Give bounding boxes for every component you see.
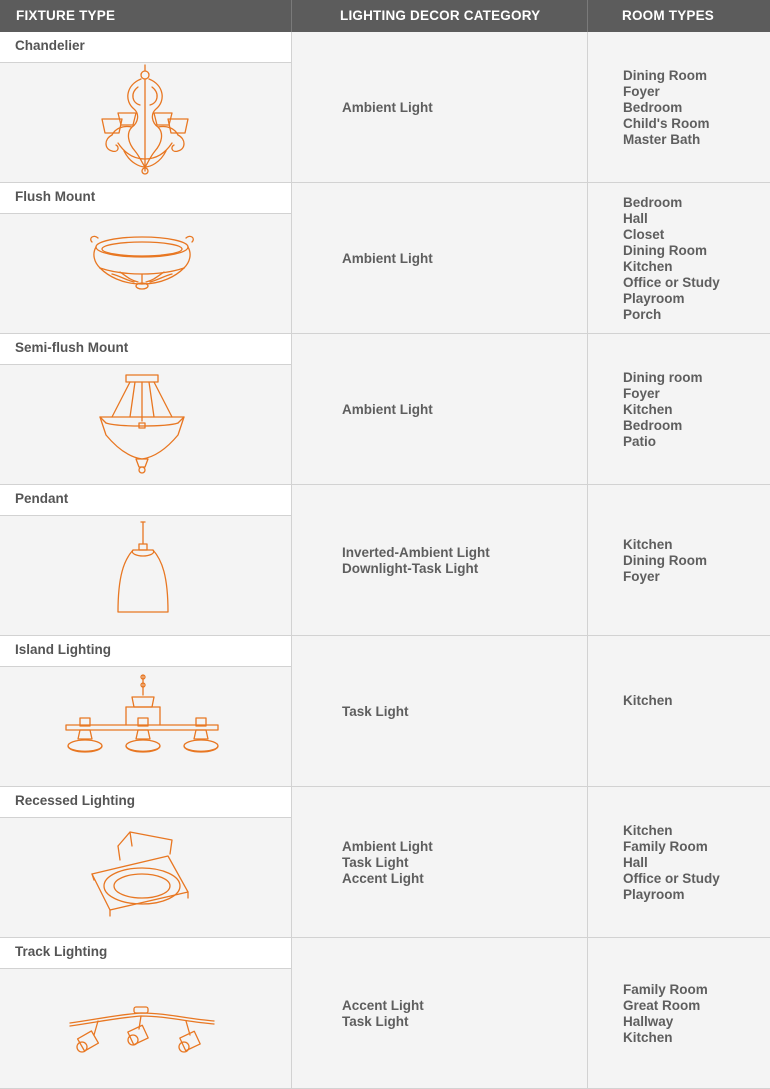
category-item: Task Light	[342, 703, 409, 719]
lighting-category-cell	[292, 183, 587, 334]
room-type-item: Kitchen	[623, 258, 673, 274]
lighting-category-cell	[292, 636, 587, 787]
flush-mount-icon	[0, 214, 291, 334]
room-type-item: Porch	[623, 306, 662, 322]
table-row	[0, 334, 770, 485]
room-type-item: Kitchen	[623, 1029, 673, 1045]
room-type-item: Family Room	[623, 838, 708, 854]
fixture-name: Pendant	[0, 485, 291, 516]
room-types-cell	[588, 32, 770, 183]
category-item: Task Light	[342, 854, 409, 870]
room-type-item: Dining room	[623, 369, 703, 385]
room-type-item: Hall	[623, 854, 648, 870]
room-type-item: Hallway	[623, 1013, 674, 1029]
room-type-item: Foyer	[623, 83, 660, 99]
room-type-item: Bedroom	[623, 99, 683, 115]
fixture-illustration	[0, 667, 291, 787]
semi-flush-mount-icon	[0, 365, 291, 485]
room-type-item: Playroom	[623, 886, 685, 902]
fixture-illustration	[0, 969, 291, 1089]
room-type-item: Dining Room	[623, 67, 707, 83]
table-row	[0, 183, 770, 334]
table-row	[0, 485, 770, 636]
category-item: Ambient Light	[342, 99, 433, 115]
table-row	[0, 32, 770, 183]
header-lighting-category: LIGHTING DECOR CATEGORY	[340, 8, 541, 23]
room-type-item: Master Bath	[623, 131, 701, 147]
room-type-item: Hall	[623, 210, 648, 226]
chandelier-icon	[0, 63, 291, 183]
fixture-name: Track Lighting	[0, 938, 291, 969]
table-row	[0, 938, 770, 1089]
fixture-name: Chandelier	[0, 32, 291, 63]
room-type-item: Patio	[623, 433, 657, 449]
fixture-name: Island Lighting	[0, 636, 291, 667]
room-types-cell	[588, 636, 770, 787]
room-types-cell	[588, 938, 770, 1089]
room-type-item: Foyer	[623, 568, 660, 584]
lighting-category-cell	[292, 787, 587, 938]
room-types-cell	[588, 485, 770, 636]
category-item: Ambient Light	[342, 401, 433, 417]
room-type-item: Kitchen	[623, 401, 673, 417]
fixture-illustration	[0, 516, 291, 636]
lighting-category-cell	[292, 485, 587, 636]
room-type-item: Family Room	[623, 981, 708, 997]
category-item: Accent Light	[342, 870, 424, 886]
room-type-item: Playroom	[623, 290, 685, 306]
room-type-item: Kitchen	[623, 536, 673, 552]
header-fixture-type: FIXTURE TYPE	[16, 8, 116, 23]
header-room-types: ROOM TYPES	[622, 8, 715, 23]
room-type-item: Bedroom	[623, 194, 683, 210]
room-type-item: Dining Room	[623, 552, 707, 568]
category-item: Ambient Light	[342, 838, 433, 854]
pendant-icon	[0, 516, 291, 636]
room-type-item: Foyer	[623, 385, 660, 401]
category-item: Ambient Light	[342, 250, 433, 266]
room-types-cell	[588, 334, 770, 485]
room-type-item: Dining Room	[623, 242, 707, 258]
fixture-name: Semi-flush Mount	[0, 334, 291, 365]
lighting-category-cell	[292, 32, 587, 183]
category-item: Inverted-Ambient Light	[342, 544, 490, 560]
lighting-category-cell	[292, 938, 587, 1089]
table-row	[0, 636, 770, 787]
category-item: Accent Light	[342, 997, 424, 1013]
fixture-illustration	[0, 63, 291, 183]
room-type-item: Kitchen	[623, 822, 673, 838]
room-type-item: Office or Study	[623, 870, 720, 886]
room-type-item: Child's Room	[623, 115, 710, 131]
lighting-category-cell	[292, 334, 587, 485]
fixture-illustration	[0, 365, 291, 485]
room-type-item: Closet	[623, 226, 665, 242]
fixture-illustration	[0, 818, 291, 938]
room-type-item: Bedroom	[623, 417, 683, 433]
room-types-cell	[588, 787, 770, 938]
track-lighting-icon	[0, 969, 291, 1089]
room-type-item: Office or Study	[623, 274, 720, 290]
table-row	[0, 787, 770, 938]
room-type-item: Great Room	[623, 997, 701, 1013]
fixture-name: Flush Mount	[0, 183, 291, 214]
island-lighting-icon	[0, 667, 291, 787]
recessed-lighting-icon	[0, 818, 291, 938]
fixture-illustration	[0, 214, 291, 334]
fixture-name: Recessed Lighting	[0, 787, 291, 818]
room-type-item: Kitchen	[623, 693, 673, 708]
category-item: Task Light	[342, 1013, 409, 1029]
table-header	[0, 0, 770, 32]
room-types-cell	[588, 183, 770, 334]
category-item: Downlight-Task Light	[342, 560, 479, 576]
